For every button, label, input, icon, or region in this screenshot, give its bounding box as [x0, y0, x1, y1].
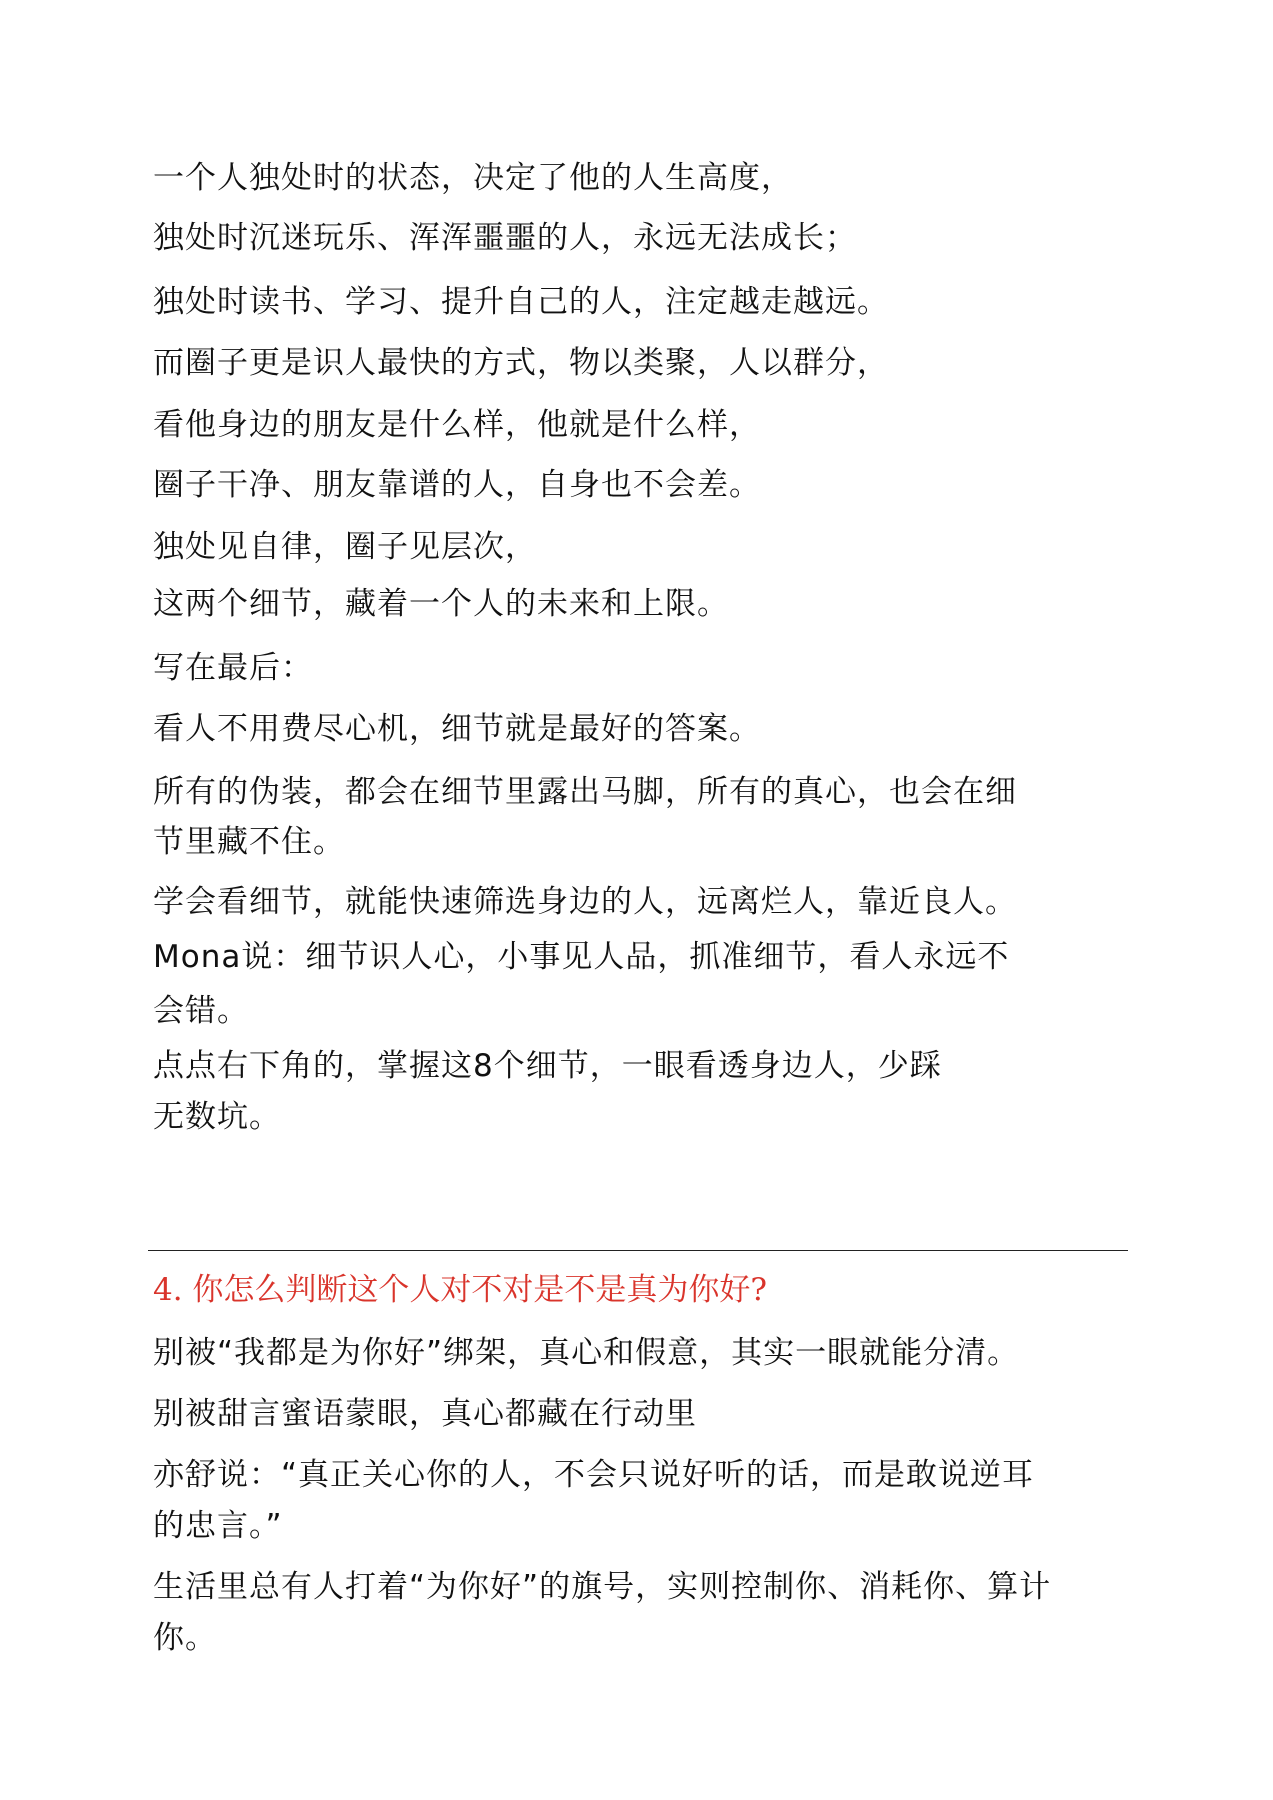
text-line: 一个人独处时的状态，决定了他的人生高度，: [153, 160, 793, 196]
section-divider: [148, 1250, 1128, 1251]
text-line: 别被“我都是为你好”绑架，真心和假意，其实一眼就能分清。: [153, 1335, 1020, 1371]
text-line: 独处时读书、学习、提升自己的人，注定越走越远。: [153, 284, 889, 320]
text-line: 独处时沉迷玩乐、浑浑噩噩的人，永远无法成长；: [153, 220, 857, 256]
text-line: 看他身边的朋友是什么样，他就是什么样，: [153, 407, 761, 443]
text-line: 别被甜言蜜语蒙眼，真心都藏在行动里: [153, 1396, 697, 1432]
text-line: 点点右下角的，掌握这8个细节，一眼看透身边人，少踩: [153, 1048, 942, 1084]
text-line: 而圈子更是识人最快的方式，物以类聚，人以群分，: [153, 345, 889, 381]
text-line: 这两个细节，藏着一个人的未来和上限。: [153, 586, 729, 622]
text-line: 节里藏不住。: [153, 824, 345, 860]
text-line: 你。: [153, 1620, 217, 1656]
text-line: 会错。: [153, 993, 249, 1029]
text-line: 圈子干净、朋友靠谱的人，自身也不会差。: [153, 467, 761, 503]
text-line: 学会看细节，就能快速筛选身边的人，远离烂人，靠近良人。: [153, 884, 1017, 920]
text-line: 所有的伪装，都会在细节里露出马脚，所有的真心，也会在细: [153, 774, 1017, 810]
text-line: Mona说：细节识人心，小事见人品，抓准细节，看人永远不: [153, 939, 1010, 975]
text-line: 写在最后：: [153, 650, 313, 686]
text-line: 生活里总有人打着“为你好”的旗号，实则控制你、消耗你、算计: [153, 1569, 1052, 1605]
section-heading: 4. 你怎么判断这个人对不对是不是真为你好?: [153, 1272, 768, 1308]
text-line: 亦舒说：“真正关心你的人，不会只说好听的话，而是敢说逆耳: [153, 1457, 1035, 1493]
text-line: 无数坑。: [153, 1099, 281, 1135]
text-line: 看人不用费尽心机，细节就是最好的答案。: [153, 711, 761, 747]
text-line: 的忠言。”: [153, 1508, 283, 1544]
text-line: 独处见自律，圈子见层次，: [153, 529, 537, 565]
